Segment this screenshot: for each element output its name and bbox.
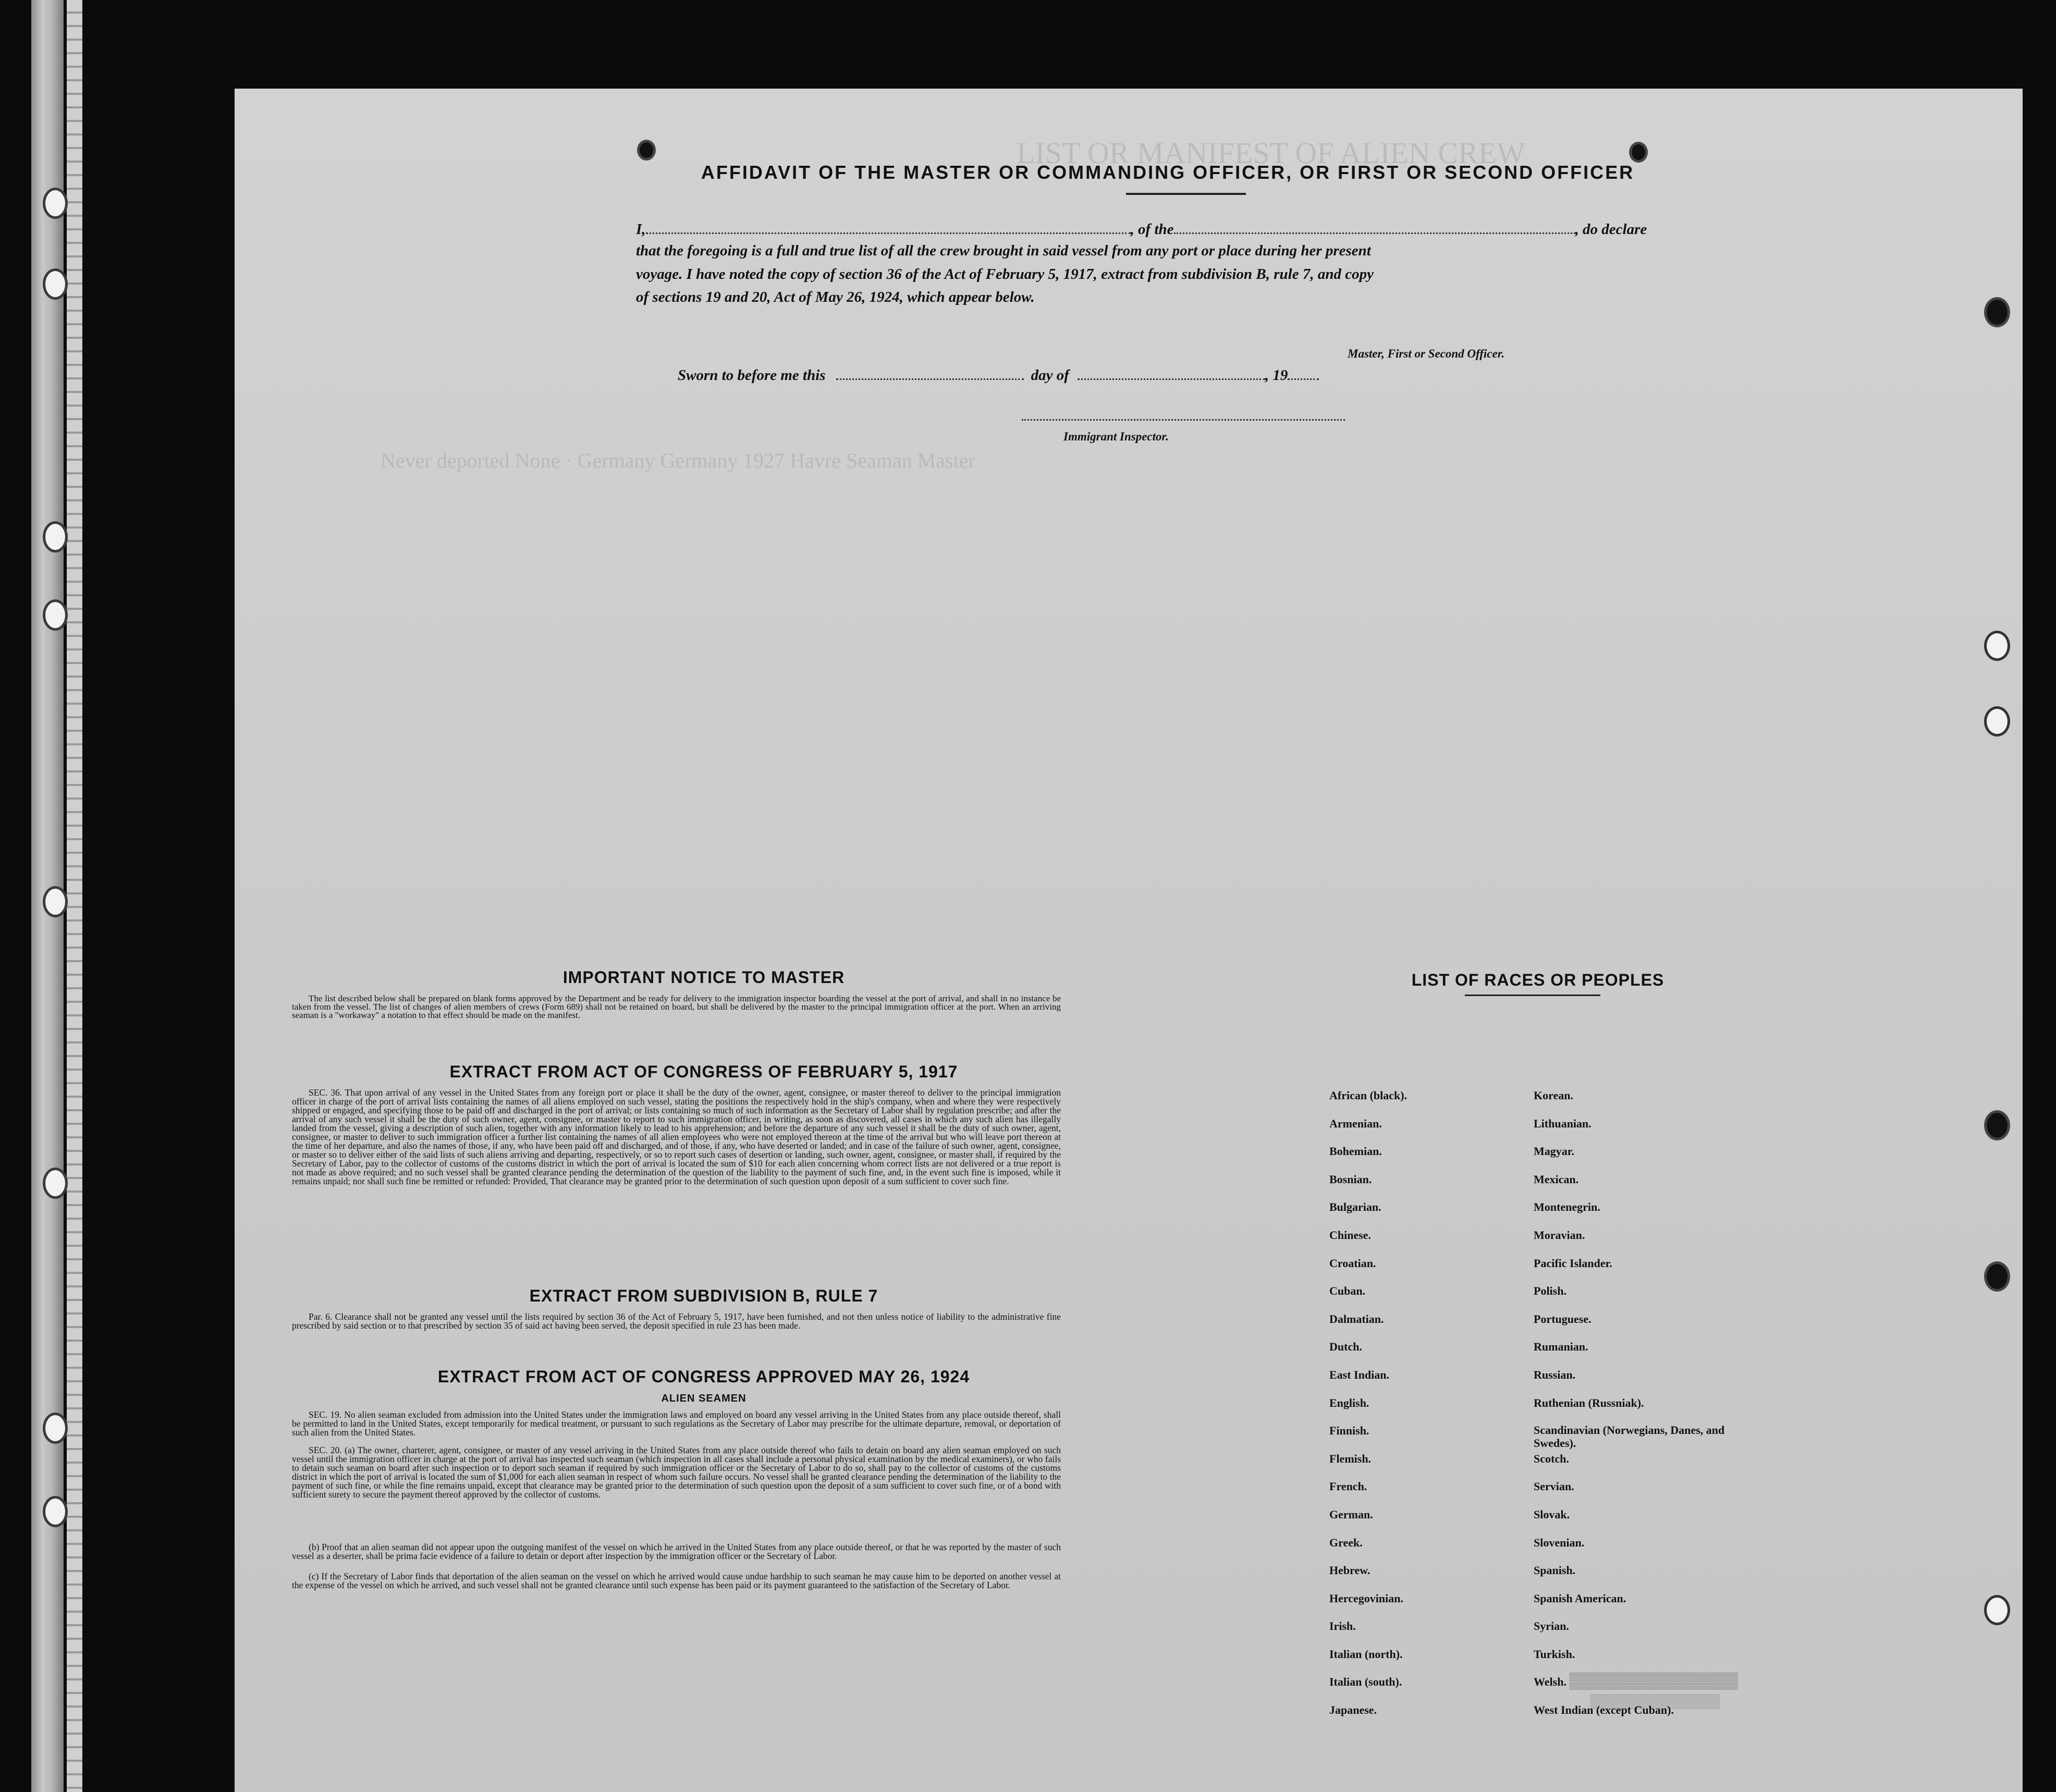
race-item: Bohemian. (1329, 1145, 1382, 1158)
rule7-title: EXTRACT FROM SUBDIVISION B, RULE 7 (529, 1286, 878, 1305)
extract-1924-sec20b: (b) Proof that an alien seaman did not appear upon the outgoing manifest of the vessel on which he arrived in the United States from any place outside thereof, or that he was reported by the master of such vessel as a deserter, shall be prima facie evidence of a failure to detain or deport after inspection by the immigration officer or the Secretary of Labor. (292, 1542, 1061, 1561)
race-item: Ruthenian (Russniak). (1534, 1396, 1644, 1409)
race-item: French. (1329, 1480, 1367, 1493)
race-item: Pacific Islander. (1534, 1256, 1612, 1270)
races-column-1 (1329, 1088, 1407, 1731)
races-column-2 (1534, 1088, 1753, 1731)
affidavit-title: AFFIDAVIT OF THE MASTER OR COMMANDING OFFICER, OR FIRST OR SECOND OFFICER (701, 162, 1635, 183)
faint-stamp-2: ▒▒▒▒▒▒▒▒▒▒▒▒▒▒▒▒ (1590, 1694, 1720, 1710)
race-item: Bulgarian. (1329, 1200, 1381, 1214)
inspector-signature-line (1022, 406, 1345, 421)
punch-hole (1984, 1110, 2010, 1140)
race-item: Syrian. (1534, 1619, 1569, 1633)
faint-stamp: ▒▒▒▒▒▒▒▒▒▒▒▒▒▒▒▒▒▒ (1569, 1673, 1739, 1691)
race-item: Magyar. (1534, 1145, 1575, 1158)
race-item: Slovak. (1534, 1507, 1570, 1521)
race-item: Dutch. (1329, 1340, 1362, 1354)
strip-hole (43, 599, 68, 631)
race-item: Chinese. (1329, 1228, 1372, 1242)
race-item: Hercegovinian. (1329, 1591, 1403, 1605)
extract-1924-sec19: SEC. 19. No alien seaman excluded from admission into the United States under the immigration laws and employed on board any vessel arriving in the United States from any place outside thereof, shall be permitted to land in the United States, except temporarily for medical treatment, or pursuant to such regulations as the Secretary of Labor may prescribe for the ultimate departure, removal, or deportation of such alien from the United States. (292, 1409, 1061, 1438)
notice-title: IMPORTANT NOTICE TO MASTER (562, 968, 845, 987)
race-item: Moravian. (1534, 1228, 1585, 1242)
affidavit-line-2: that the foregoing is a full and true list of all the crew brought in said vessel from any port or place during her present (636, 242, 1371, 259)
race-item: Portuguese. (1534, 1312, 1592, 1325)
races-title-rule (1465, 995, 1600, 996)
affidavit-line-1: I, , of the , do declare (636, 219, 1647, 238)
race-item: English. (1329, 1396, 1369, 1409)
inspector-label: Immigrant Inspector. (1063, 430, 1169, 443)
race-item: Lithuanian. (1534, 1116, 1592, 1130)
race-item: Cuban. (1329, 1284, 1366, 1298)
race-item: Slovenian. (1534, 1536, 1585, 1549)
race-item: Finnish. (1329, 1424, 1369, 1438)
master-signature-label: Master, First or Second Officer. (1348, 347, 1505, 360)
title-rule (1126, 193, 1246, 195)
punch-hole (1629, 142, 1648, 163)
punch-hole (1984, 706, 2010, 737)
race-item: Polish. (1534, 1284, 1567, 1298)
race-item: East Indian. (1329, 1368, 1389, 1381)
extract-1917-title: EXTRACT FROM ACT OF CONGRESS OF FEBRUARY 5, 1917 (449, 1062, 958, 1081)
extract-1924-subtitle: ALIEN SEAMEN (661, 1393, 746, 1404)
race-item: German. (1329, 1507, 1373, 1521)
strip-hole (43, 521, 68, 553)
race-item: Scotch. (1534, 1452, 1569, 1465)
notice-text: The list described below shall be prepared on blank forms approved by the Department and be ready for delivery to the immigration inspector boarding the vessel at the port of arrival, and shall in no instance be taken from the vessel. The list of changes of alien members of crews (Form 689) shall not be retained on board, but shall be delivered by the master to the principal immigration officer at the port. When an arriving seaman is a "workaway" a notation to that effect should be made on the manifest. (292, 993, 1061, 1020)
punch-hole (1984, 1595, 2010, 1625)
extract-1917-text: SEC. 36. That upon arrival of any vessel in the United States from any foreign port or place it shall be the duty of the owner, agent, consignee, or master thereof to deliver to the principal immigration officer in charge of the port of arrival lists containing the names of all aliens employed on such vessel, stating the positions the respectively hold in the ship's company, when and where they were respectively shipped or engaged, and specifying those to be paid off and discharged in the port of arrival; or lists containing so much of such information as the Secretary of Labor shall by regulation prescribe; and after the arrival of any such vessel it shall be the duty of such owner, agent, consignee, or master to report to such immigration officer, in writing, as soon as discovered, all cases in which any such alien has illegally landed from the vessel, giving a description of such alien, together with any information likely to lead to his apprehension; and before the departure of any such vessel it shall be the duty of such owner, agent, consignee, or master to deliver to such immigration officer a further list containing the names of all alien employees who were not employed thereon at the time of the arrival but who will leave port thereon at the time of her departure, and also the names of those, if any, who have been paid off and discharged, and of those, if any, who have deserted or landed; and in case of the failure of such owner, agent, consignee, or master so to deliver either of the said lists of such aliens arriving and departing, respectively, or so to report such cases of desertion or landing, such owner, agent, consignee, or master shall, if required by the Secretary of Labor, pay to the collector of customs of the customs district in which the port of arrival is located the sum of $10 for each alien concerning whom correct lists are not delivered or a true report is not made as above required; and no such vessel shall be granted clearance pending the determination of the question of the liability to the payment of such fine, and, in the event such fine is imposed, while it remains unpaid; nor shall such fine be remitted or refunded: Provided, That clearance may be granted prior to the determination of such question upon deposit of a sum sufficient to cover such fine. (292, 1087, 1061, 1186)
extract-1924-sec20a: SEC. 20. (a) The owner, charterer, agent, consignee, or master of any vessel arriving in the United States from any place outside thereof who fails to detain on board any alien seaman employed on such vessel until the immigration officer in charge at the port of arrival has inspected such seaman (which inspection in all cases shall include a personal physical examination by the medical examiners), or who fails to detain such seaman on board after such inspection or to deport such seaman if required by such immigration officer or the Secretary of Labor to do so, shall pay to the collector of customs of the customs district in which the port of arrival is located the sum of $1,000 for each alien seaman in respect of whom such failure occurs. No vessel shall be granted clearance pending the determination of the liability to the payment of such fine, or while the fine remains unpaid, except that clearance may be granted prior to the determination of such question upon the deposit of a sum sufficient to cover such fine, or of a bond with sufficient surety to secure the payment thereof approved by the collector of customs. (292, 1445, 1061, 1500)
race-item: Irish. (1329, 1619, 1356, 1633)
race-item: Scandinavian (Norwegians, Danes, and Swedes). (1534, 1423, 1725, 1450)
race-item: West Indian (except Cuban). (1534, 1703, 1674, 1717)
race-item: Welsh. (1534, 1675, 1567, 1689)
race-item: Rumanian. (1534, 1340, 1588, 1354)
race-item: Spanish. (1534, 1564, 1576, 1577)
race-item: Armenian. (1329, 1116, 1382, 1130)
race-item: Mexican. (1534, 1172, 1579, 1186)
show-through-header: LIST OR MANIFEST OF ALIEN CREW (1017, 136, 1525, 170)
strip-hole (43, 268, 68, 300)
race-item: Russian. (1534, 1368, 1576, 1381)
race-item: Flemish. (1329, 1452, 1372, 1465)
rule7-text: Par. 6. Clearance shall not be granted any vessel until the lists required by section 36 of the Act of February 5, 1917, have been furnished, and not then unless notice of liability to the administrative fine prescribed by said section or to that prescribed by section 35 of said act having been served, the deposit specified in rule 23 has been made. (292, 1311, 1061, 1331)
races-title: LIST OF RACES OR PEOPLES (1411, 971, 1665, 989)
punch-hole (1984, 631, 2010, 661)
race-item: Greek. (1329, 1536, 1363, 1549)
race-item: Servian. (1534, 1480, 1574, 1493)
race-item: Spanish American. (1534, 1591, 1626, 1605)
show-through-row: Never deported None · Germany Germany 1927 Havre Seaman Master (381, 449, 975, 472)
race-item: Hebrew. (1329, 1564, 1370, 1577)
punch-hole (637, 140, 656, 161)
race-item: Italian (south). (1329, 1675, 1402, 1689)
race-item: Korean. (1534, 1089, 1573, 1102)
race-item: Japanese. (1329, 1703, 1377, 1717)
race-item: Turkish. (1534, 1647, 1575, 1661)
race-item: Montenegrin. (1534, 1200, 1600, 1214)
race-item: Dalmatian. (1329, 1312, 1384, 1325)
strip-hole (43, 886, 68, 917)
strip-hole (43, 1168, 68, 1199)
extract-1924-title: EXTRACT FROM ACT OF CONGRESS APPROVED MAY 26, 1924 (437, 1367, 970, 1386)
punch-hole (1984, 1261, 2010, 1292)
race-item: Bosnian. (1329, 1172, 1372, 1186)
affidavit-line-3: voyage. I have noted the copy of section 36 of the Act of February 5, 1917, extract from subdivision B, rule 7, and copy (636, 266, 1374, 283)
strip-hole (43, 1496, 68, 1527)
race-item: Croatian. (1329, 1256, 1376, 1270)
sworn-line: Sworn to before me this day of , 19 (678, 365, 1319, 384)
document-sheet (235, 89, 2023, 1792)
punch-hole (1984, 297, 2010, 327)
ledger-strip-edge (67, 0, 82, 1792)
affidavit-line-4: of sections 19 and 20, Act of May 26, 1924, which appear below. (636, 289, 1035, 305)
race-item: African (black). (1329, 1089, 1408, 1102)
strip-hole (43, 188, 68, 219)
strip-hole (43, 1413, 68, 1444)
race-item: Italian (north). (1329, 1647, 1403, 1661)
extract-1924-sec20c: (c) If the Secretary of Labor finds that deportation of the alien seaman on the vessel on which he arrived would cause undue hardship to such seaman he may cause him to be deported on another vessel at the expense of the vessel on which he arrived, and such vessel shall not be granted clearance until such expense has been paid or its payment guaranteed to the satisfaction of the Secretary of Labor. (292, 1571, 1061, 1590)
